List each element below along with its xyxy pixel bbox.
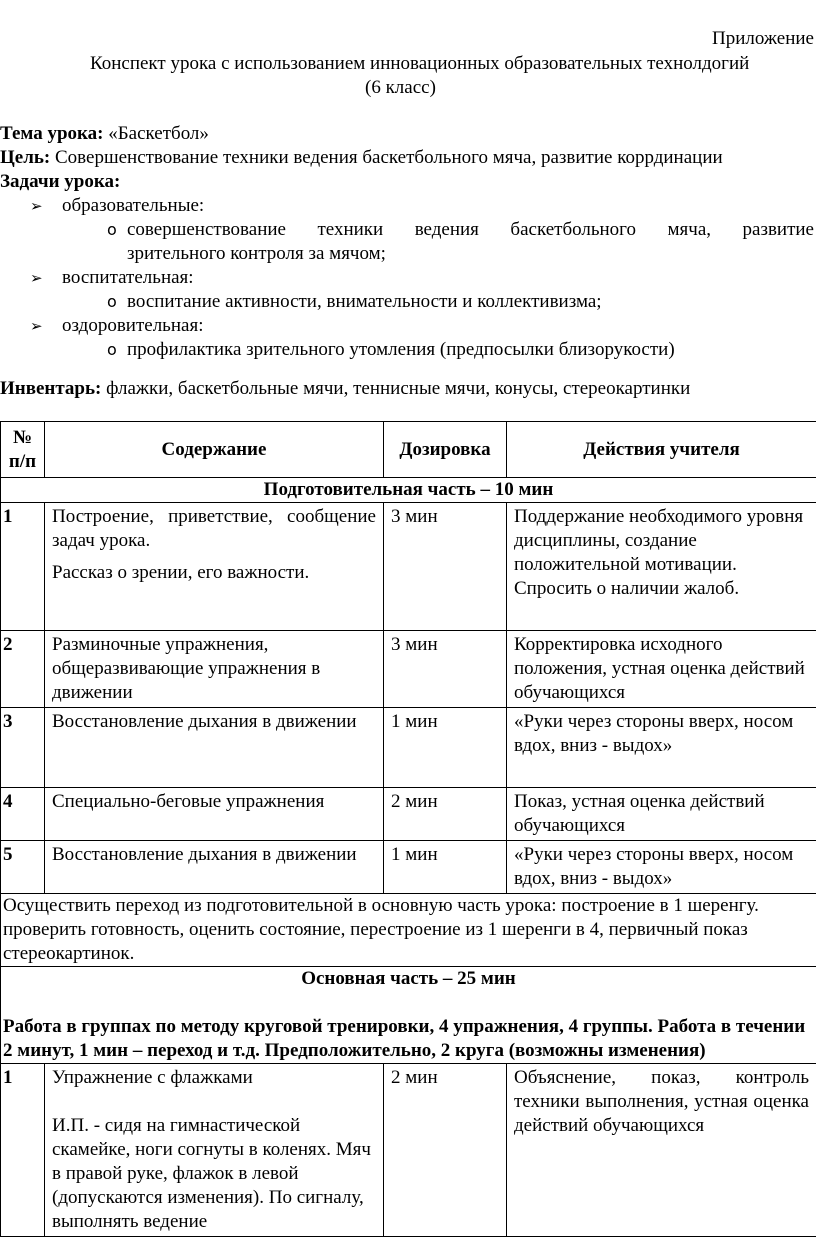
table-row	[1, 841, 816, 894]
tasks-heading: Задачи урока:	[0, 171, 121, 192]
section-main-cell	[1, 967, 816, 1064]
row-teacher-actions: Объяснение, показ, контроль техники выполнения, устная оценка действий обучающихся	[507, 1064, 816, 1237]
transition-text: Осуществить переход из подготовительной в основную часть урока: построение в 1 шеренгу. проверить готовность, оценить состояние, перестроение из 1 шеренги в 4, первичный показ стереокартинок.	[1, 894, 816, 967]
table-row	[1, 1064, 816, 1237]
header-content: Содержание	[45, 422, 384, 478]
row-number: 3	[1, 708, 45, 788]
row-teacher-actions: Поддержание необходимого уровня дисциплины, создание положительной мотивации. Спросить о наличии жалоб.	[507, 503, 816, 631]
grade-label: (6 класс)	[365, 77, 436, 98]
arrow-bullet-icon: ➢	[30, 197, 43, 215]
task-item-upbringing: o воспитание активности, внимательности и коллективизма;	[107, 291, 602, 312]
row-content: Специально-беговые упражнения	[45, 788, 384, 841]
inventory-line	[0, 377, 690, 401]
appendix-label: Приложение	[712, 28, 814, 49]
row-number: 2	[1, 631, 45, 708]
task-bullet-marker	[107, 218, 127, 242]
section-title-main: Основная часть – 25 мин	[301, 968, 516, 989]
row-dose: 2 мин	[384, 788, 507, 841]
row-content: Разминочные упражнения, общеразвивающие упражнения в движении	[45, 631, 384, 708]
row-content: Упражнение с флажками И.П. - сидя на гимнастической скамейке, ноги согнуты в коленях. Мяч в правой руке, флажок в левой (допускаются изменения). По сигналу, выполнять ведение	[45, 1064, 384, 1237]
section-row-prep	[1, 478, 816, 503]
arrow-bullet-icon: ➢	[30, 269, 43, 287]
circle-bullet-icon: o	[107, 220, 117, 239]
row-number: 1	[1, 1064, 45, 1237]
topic-value: «Баскетбол»	[103, 123, 209, 144]
row-number: 5	[1, 841, 45, 894]
row-number: 4	[1, 788, 45, 841]
arrow-bullet-icon: ➢	[30, 317, 43, 335]
row-dose: 3 мин	[384, 631, 507, 708]
goal-label: Цель:	[0, 147, 51, 168]
row-teacher-actions: «Руки через стороны вверх, носом вдох, вниз - выдох»	[507, 708, 816, 788]
row-content: Построение, приветствие, сообщение задач урока. Рассказ о зрении, его важности.	[45, 503, 384, 631]
table-header-row	[1, 422, 816, 478]
header-teacher-actions: Действия учителя	[507, 422, 816, 478]
table-row	[1, 708, 816, 788]
task-item-educational-1: совершенствование техники ведения баскетбольного мяча, развитие	[127, 219, 814, 240]
circle-bullet-icon: o	[107, 340, 117, 359]
row-dose: 2 мин	[384, 1064, 507, 1237]
row-dose: 1 мин	[384, 708, 507, 788]
topic-line	[0, 122, 209, 146]
task-item-educational-2: зрительного контроля за мячом;	[127, 243, 386, 264]
header-number: № п/п	[1, 422, 45, 478]
lesson-table	[0, 421, 816, 1237]
row-dose: 1 мин	[384, 841, 507, 894]
task-type-educational: ➢ образовательные:	[30, 195, 205, 216]
task-item-health: o профилактика зрительного утомления (предпосылки близорукости)	[107, 339, 675, 360]
task-type-upbringing: ➢ воспитательная:	[30, 267, 194, 288]
section-row-main	[1, 967, 816, 1064]
header-dose: Дозировка	[384, 422, 507, 478]
section-title-prep: Подготовительная часть – 10 мин	[1, 478, 816, 503]
table-row	[1, 788, 816, 841]
document-title: Конспект урока с использованием инновационных образовательных технолдогий	[90, 53, 750, 74]
main-part-note: Работа в группах по методу круговой тренировки, 4 упражнения, 4 группы. Работа в течении 2 минут, 1 мин – переход и т.д. Предположительно, 2 круга (возможны изменения)	[3, 1016, 806, 1061]
row-teacher-actions: Показ, устная оценка действий обучающихся	[507, 788, 816, 841]
row-dose: 3 мин	[384, 503, 507, 631]
goal-value: Совершенствование техники ведения баскетбольного мяча, развитие коррдинации	[50, 147, 723, 168]
row-teacher-actions: «Руки через стороны вверх, носом вдох, вниз - выдох»	[507, 841, 816, 894]
goal-line	[0, 146, 723, 170]
inventory-value: флажки, баскетбольные мячи, теннисные мячи, конусы, стереокартинки	[101, 378, 691, 399]
row-teacher-actions: Корректировка исходного положения, устная оценка действий обучающихся	[507, 631, 816, 708]
circle-bullet-icon: o	[107, 292, 117, 311]
row-number: 1	[1, 503, 45, 631]
table-row	[1, 631, 816, 708]
row-content: Восстановление дыхания в движении	[45, 841, 384, 894]
table-row	[1, 503, 816, 631]
task-type-health: ➢ оздоровительная:	[30, 315, 204, 336]
topic-label: Тема урока:	[0, 123, 104, 144]
inventory-label: Инвентарь:	[0, 378, 102, 399]
row-content: Восстановление дыхания в движении	[45, 708, 384, 788]
transition-row	[1, 894, 816, 967]
